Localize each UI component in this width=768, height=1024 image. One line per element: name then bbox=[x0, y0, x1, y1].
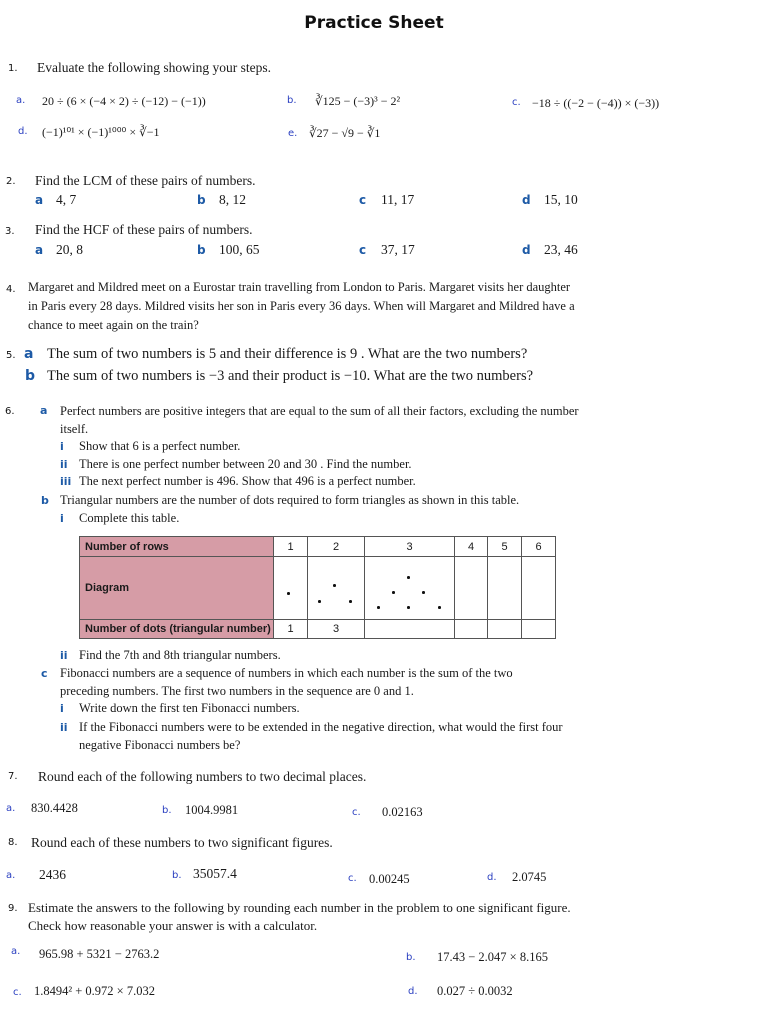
rows-cell-2: 2 bbox=[308, 537, 365, 557]
dots-cell-6 bbox=[522, 620, 556, 639]
q5-number: 5. bbox=[6, 350, 16, 361]
q1d-expression: (−1)¹⁰¹ × (−1)¹⁰⁰⁰ × ∛−1 bbox=[42, 125, 160, 139]
header-diagram: Diagram bbox=[80, 557, 274, 620]
page-title: Practice Sheet bbox=[304, 13, 444, 33]
q9b-value: 17.43 − 2.047 × 8.165 bbox=[437, 950, 548, 964]
q6a-text: Perfect numbers are positive integers that are equal to the sum of all their factors, excluding the number itself. bbox=[60, 404, 579, 436]
q2b-value: 8, 12 bbox=[219, 192, 246, 207]
q6b-text: Triangular numbers are the number of dots required to form triangles as shown in this table. bbox=[60, 493, 520, 507]
q7a-label: a. bbox=[6, 803, 16, 814]
q3b-value: 100, 65 bbox=[219, 242, 260, 257]
triangle-dot bbox=[438, 606, 441, 609]
q2d-value: 15, 10 bbox=[544, 192, 578, 207]
q8d-label: d. bbox=[487, 872, 497, 883]
q8a-label: a. bbox=[6, 870, 16, 881]
q6c-text: Fibonacci numbers are a sequence of numbers in which each number is the sum of the two preceding numbers. The first two numbers in the sequence are 0 and 1. bbox=[60, 666, 513, 698]
q5b-text: The sum of two numbers is −3 and their product is −10. What are the two numbers? bbox=[47, 368, 534, 384]
q3b-label: b bbox=[197, 243, 206, 257]
header-number-of-rows: Number of rows bbox=[80, 537, 274, 557]
triangle-dot bbox=[422, 591, 425, 594]
q7-number: 7. bbox=[8, 771, 18, 782]
q4-text: Margaret and Mildred meet on a Eurostar train travelling from London to Paris. Margaret visits her daughter in Paris every 28 days. Mildred visits her son in Paris every 36 days. When will Margaret and Mildred have a chance to meet again on the train? bbox=[28, 280, 575, 332]
q7b-label: b. bbox=[162, 805, 172, 816]
q6c-i-label: i bbox=[60, 702, 64, 715]
table-row-number-of-rows bbox=[80, 537, 556, 557]
rows-cell-6: 6 bbox=[522, 537, 556, 557]
q8d-value: 2.0745 bbox=[512, 870, 547, 884]
dots-cell-5 bbox=[488, 620, 522, 639]
q8c-value: 0.00245 bbox=[369, 872, 410, 886]
q9d-label: d. bbox=[408, 986, 418, 997]
q6a-i-label: i bbox=[60, 440, 64, 453]
q1e-label: e. bbox=[288, 128, 298, 139]
diagram-cell-5 bbox=[488, 557, 522, 620]
q3-stem: Find the HCF of these pairs of numbers. bbox=[35, 222, 253, 237]
q6a-iii-text: The next perfect number is 496. Show that 496 is a perfect number. bbox=[79, 474, 416, 488]
q8c-label: c. bbox=[348, 873, 357, 884]
q8b-value: 35057.4 bbox=[193, 866, 237, 881]
q8-stem: Round each of these numbers to two significant figures. bbox=[31, 835, 333, 850]
table-row-diagram bbox=[80, 557, 556, 620]
table-row-number-of-dots bbox=[80, 620, 556, 639]
q9a-label: a. bbox=[11, 946, 21, 957]
q8a-value: 2436 bbox=[39, 867, 66, 882]
triangle-dot bbox=[287, 592, 290, 595]
q1-number: 1. bbox=[8, 63, 18, 74]
q6c-label: c bbox=[41, 667, 48, 680]
q1a-label: a. bbox=[16, 95, 26, 106]
q6b-i-text: Complete this table. bbox=[79, 511, 180, 525]
q6b-i-label: i bbox=[60, 512, 64, 525]
q3d-value: 23, 46 bbox=[544, 242, 578, 257]
q2a-value: 4, 7 bbox=[56, 192, 77, 207]
q7-stem: Round each of the following numbers to two decimal places. bbox=[38, 769, 367, 784]
diagram-cell-3 bbox=[365, 557, 455, 620]
q2b-label: b bbox=[197, 193, 206, 207]
q9-stem: Estimate the answers to the following by rounding each number in the problem to one significant figure. Check how reasonable your answer is with a calculator. bbox=[28, 900, 571, 933]
triangle-dot bbox=[407, 576, 410, 579]
q2-number: 2. bbox=[6, 176, 16, 187]
q6a-ii-label: ii bbox=[60, 458, 68, 471]
q6c-i-text: Write down the first ten Fibonacci numbers. bbox=[79, 701, 300, 715]
q1c-label: c. bbox=[512, 97, 521, 108]
q2a-label: a bbox=[35, 193, 44, 207]
rows-cell-3: 3 bbox=[365, 537, 455, 557]
q9c-label: c. bbox=[13, 987, 22, 998]
q1d-label: d. bbox=[18, 126, 28, 137]
q1-stem: Evaluate the following showing your steps. bbox=[37, 60, 271, 75]
dots-cell-2: 3 bbox=[308, 620, 365, 639]
q3a-label: a bbox=[35, 243, 44, 257]
triangle-dot bbox=[377, 606, 380, 609]
triangle-dot bbox=[392, 591, 395, 594]
diagram-cell-1 bbox=[274, 557, 308, 620]
q1b-expression: ∛125 − (−3)³ − 2² bbox=[315, 94, 401, 108]
diagram-cell-2 bbox=[308, 557, 365, 620]
diagram-cell-6 bbox=[522, 557, 556, 620]
q9d-value: 0.027 ÷ 0.0032 bbox=[437, 984, 513, 998]
q1c-expression: −18 ÷ ((−2 − (−4)) × (−3)) bbox=[532, 96, 660, 110]
q6a-ii-text: There is one perfect number between 20 and 30 . Find the number. bbox=[79, 457, 412, 471]
dots-cell-3 bbox=[365, 620, 455, 639]
q6b-ii-text: Find the 7th and 8th triangular numbers. bbox=[79, 648, 281, 662]
q2c-value: 11, 17 bbox=[381, 192, 415, 207]
q3d-label: d bbox=[522, 243, 531, 257]
q4-number: 4. bbox=[6, 284, 16, 295]
q8-number: 8. bbox=[8, 837, 18, 848]
triangular-numbers-table bbox=[79, 536, 556, 639]
rows-cell-5: 5 bbox=[488, 537, 522, 557]
q3a-value: 20, 8 bbox=[56, 242, 83, 257]
q7c-value: 0.02163 bbox=[382, 805, 423, 819]
q7c-label: c. bbox=[352, 807, 361, 818]
q6b-ii-label: ii bbox=[60, 649, 68, 662]
q9a-value: 965.98 + 5321 − 2763.2 bbox=[39, 947, 160, 961]
rows-cell-1: 1 bbox=[274, 537, 308, 557]
q6a-label: a bbox=[40, 404, 48, 417]
q1e-expression: ∛27 − √9 − ∛1 bbox=[309, 126, 381, 140]
triangle-dot bbox=[318, 600, 321, 603]
q6a-iii-label: iii bbox=[60, 475, 72, 488]
q2-stem: Find the LCM of these pairs of numbers. bbox=[35, 173, 256, 188]
q2c-label: c bbox=[359, 193, 367, 207]
q2d-label: d bbox=[522, 193, 531, 207]
q5a-label: a bbox=[24, 346, 34, 362]
dots-cell-4 bbox=[455, 620, 488, 639]
q1b-label: b. bbox=[287, 95, 297, 106]
triangle-dot bbox=[407, 606, 410, 609]
q6-number: 6. bbox=[5, 406, 15, 417]
q6c-ii-text: If the Fibonacci numbers were to be extended in the negative direction, what would the first four negative Fibonacci numbers be? bbox=[79, 720, 563, 752]
triangle-dot bbox=[349, 600, 352, 603]
q6c-ii-label: ii bbox=[60, 721, 68, 734]
q3-number: 3. bbox=[5, 226, 15, 237]
q3c-value: 37, 17 bbox=[381, 242, 415, 257]
q7a-value: 830.4428 bbox=[31, 801, 78, 815]
triangle-dot bbox=[333, 584, 336, 587]
rows-cell-4: 4 bbox=[455, 537, 488, 557]
header-number-of-dots: Number of dots (triangular number) bbox=[80, 620, 274, 639]
q7b-value: 1004.9981 bbox=[185, 803, 239, 817]
q1a-expression: 20 ÷ (6 × (−4 × 2) ÷ (−12) − (−1)) bbox=[42, 94, 206, 108]
q9b-label: b. bbox=[406, 952, 416, 963]
q5b-label: b bbox=[25, 368, 36, 384]
q9-number: 9. bbox=[8, 903, 18, 914]
q9c-value: 1.8494² + 0.972 × 7.032 bbox=[34, 984, 155, 998]
diagram-cell-4 bbox=[455, 557, 488, 620]
dots-cell-1: 1 bbox=[274, 620, 308, 639]
q6b-label: b bbox=[41, 494, 49, 507]
q5a-text: The sum of two numbers is 5 and their difference is 9 . What are the two numbers? bbox=[47, 346, 528, 362]
q3c-label: c bbox=[359, 243, 367, 257]
q6a-i-text: Show that 6 is a perfect number. bbox=[79, 439, 241, 453]
q8b-label: b. bbox=[172, 870, 182, 881]
